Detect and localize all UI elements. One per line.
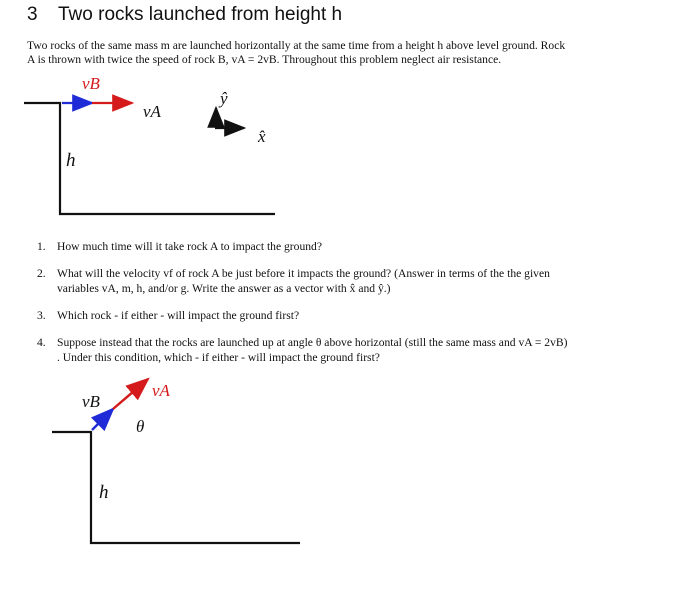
question-4-text: Suppose instead that the rocks are launched up at angle θ above horizontal (still the same mass and vA = 2vB)	[57, 336, 568, 349]
problem-number: 3	[27, 4, 38, 25]
label-theta: θ	[136, 417, 145, 436]
question-3-text: Which rock - if either - will impact the ground first?	[57, 309, 300, 322]
question-3-number: 3.	[37, 309, 46, 322]
intro-line-2: A is thrown with twice the speed of rock B, vA = 2vB. Throughout this problem neglect air resistance.	[27, 53, 502, 66]
question-4-number: 4.	[37, 336, 46, 349]
question-1-text: How much time will it take rock A to impact the ground?	[57, 240, 322, 253]
velocity-vb-angled-arrow	[92, 409, 113, 430]
velocity-va-angled-arrow	[113, 379, 148, 409]
label-h: h	[66, 150, 76, 171]
label-va: vA	[143, 102, 161, 121]
question-2-number: 2.	[37, 267, 46, 280]
question-1-number: 1.	[37, 240, 46, 253]
label-vb-2: vB	[82, 392, 100, 411]
question-1	[37, 239, 687, 254]
label-xhat: x̂	[258, 127, 266, 146]
question-3	[37, 308, 687, 323]
intro-line-1: Two rocks of the same mass m are launched horizontally at the same time from a height h above level ground. Rock	[27, 39, 566, 52]
question-4-text-2: . Under this condition, which - if either - will impact the ground first?	[57, 351, 380, 364]
label-va-2: vA	[152, 381, 170, 400]
problem-title: Two rocks launched from height h	[58, 4, 343, 25]
question-2-text: What will the velocity vf of rock A be just before it impacts the ground? (Answer in terms of the the given	[57, 267, 550, 280]
question-4	[37, 335, 687, 365]
label-vb: vB	[82, 74, 100, 93]
cliff-outline-2	[52, 432, 300, 543]
label-yhat: ŷ	[220, 89, 228, 108]
label-h-2: h	[99, 482, 109, 503]
question-2-text-2: variables vA, m, h, and/or g. Write the answer as a vector with x̂ and ŷ.)	[57, 282, 391, 295]
question-2	[37, 266, 687, 296]
